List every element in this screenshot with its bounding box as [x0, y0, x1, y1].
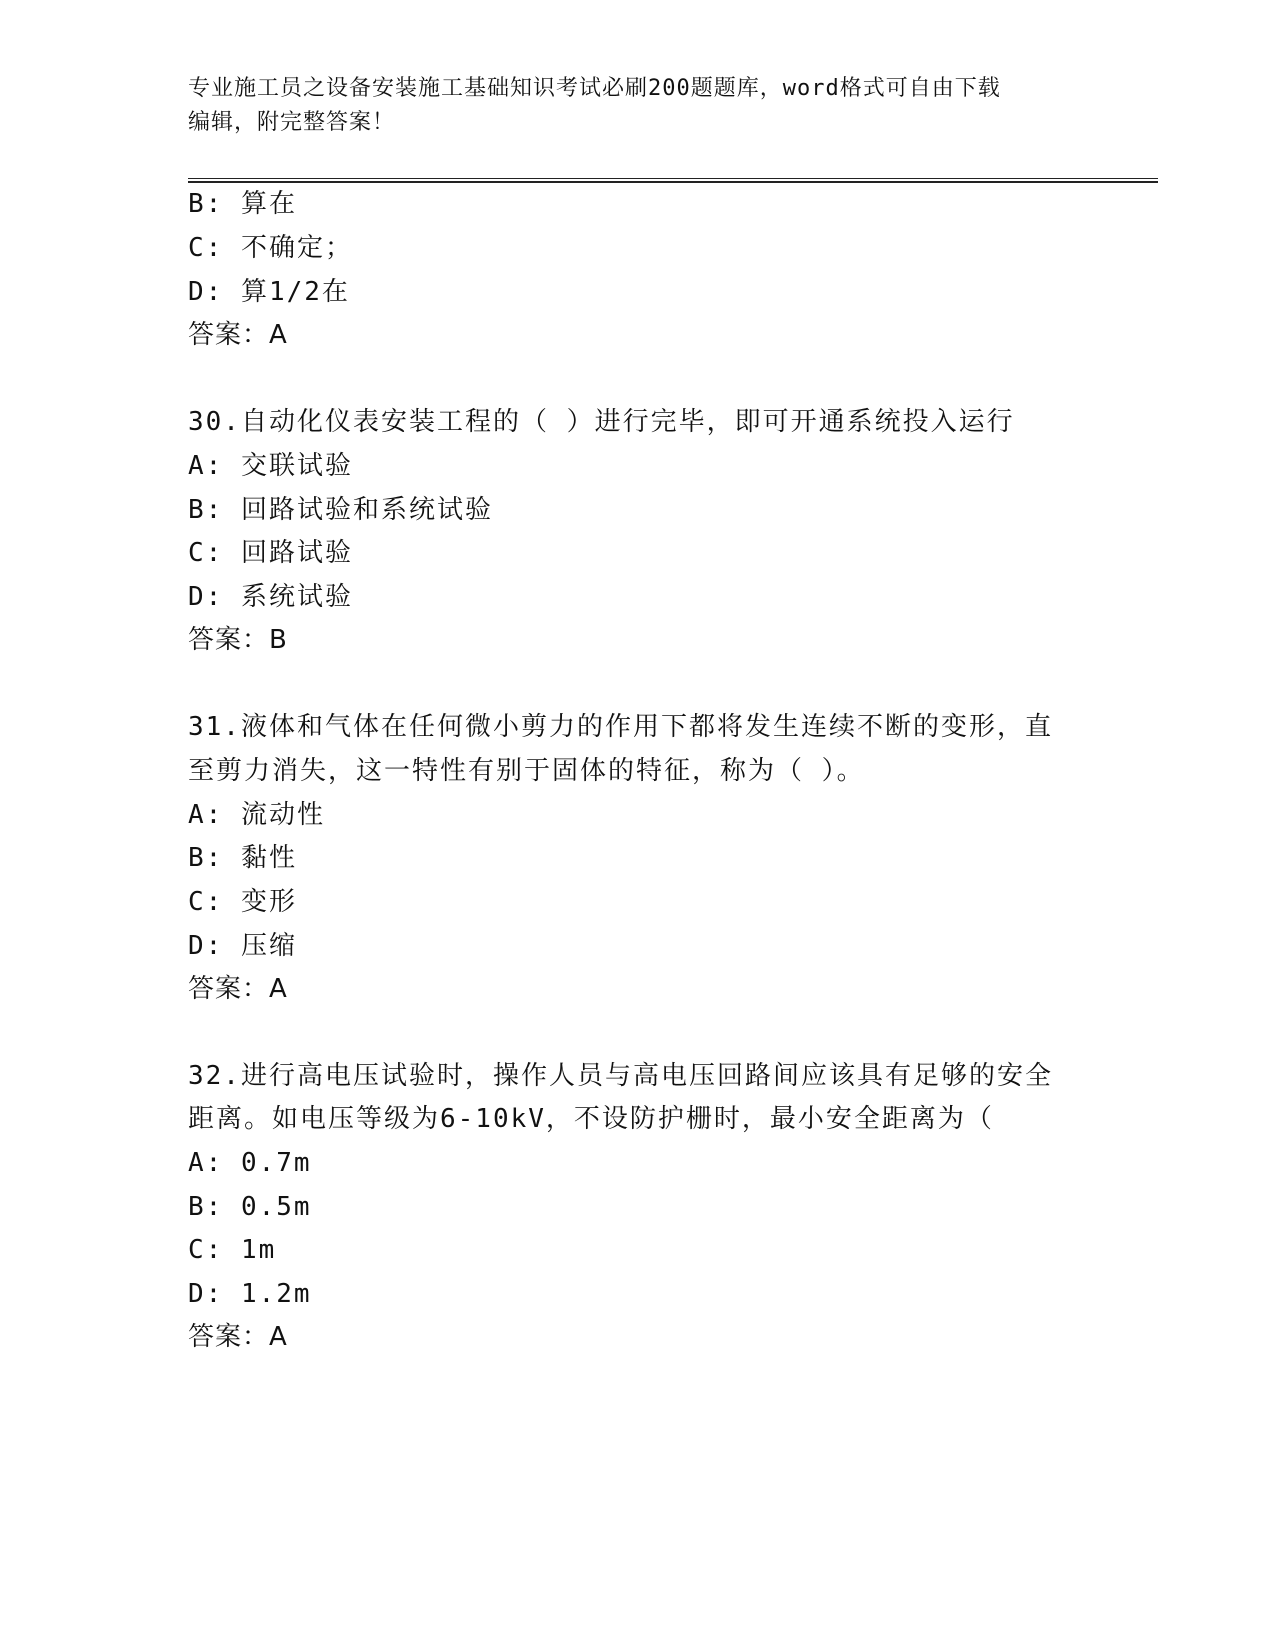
option-c: C: 回路试验 [188, 538, 353, 568]
question-stem: 31.液体和气体在任何微小剪力的作用下都将发生连续不断的变形，直 [188, 712, 1053, 742]
option-c: C: 1m [188, 1235, 277, 1265]
header-line-1: 专业施工员之设备安装施工基础知识考试必刷200题题库，word格式可自由下载 [188, 76, 1001, 101]
question-stem-continued: 至剪力消失，这一特性有别于固体的特征，称为（ ）。 [188, 756, 865, 786]
option-a: A: 交联试验 [188, 451, 353, 481]
answer-line: 答案：A [188, 320, 288, 350]
question-stem: 30.自动化仪表安装工程的（ ）进行完毕，即可开通系统投入运行 [188, 407, 1015, 437]
option-b: B: 回路试验和系统试验 [188, 495, 493, 525]
answer-line: 答案：B [188, 625, 288, 655]
option-b: B: 算在 [188, 189, 297, 219]
header-divider-thick [188, 181, 1158, 183]
option-b: B: 0.5m [188, 1192, 312, 1222]
option-a: A: 0.7m [188, 1148, 312, 1178]
option-a: A: 流动性 [188, 800, 325, 830]
question-stem-continued: 距离。如电压等级为6-10kV，不设防护栅时，最小安全距离为（ [188, 1104, 994, 1134]
option-b: B: 黏性 [188, 843, 297, 873]
header-divider-thin [188, 178, 1158, 179]
option-d: D: 1.2m [188, 1279, 312, 1309]
option-c: C: 不确定； [188, 233, 353, 263]
header-line-2: 编辑，附完整答案！ [188, 110, 396, 135]
option-d: D: 系统试验 [188, 582, 353, 612]
answer-line: 答案：A [188, 1322, 288, 1352]
page-header [188, 72, 1088, 140]
option-d: D: 算1/2在 [188, 277, 350, 307]
option-c: C: 变形 [188, 887, 297, 917]
question-stem: 32.进行高电压试验时，操作人员与高电压回路间应该具有足够的安全 [188, 1061, 1053, 1091]
option-d: D: 压缩 [188, 931, 297, 961]
answer-line: 答案：A [188, 974, 288, 1004]
